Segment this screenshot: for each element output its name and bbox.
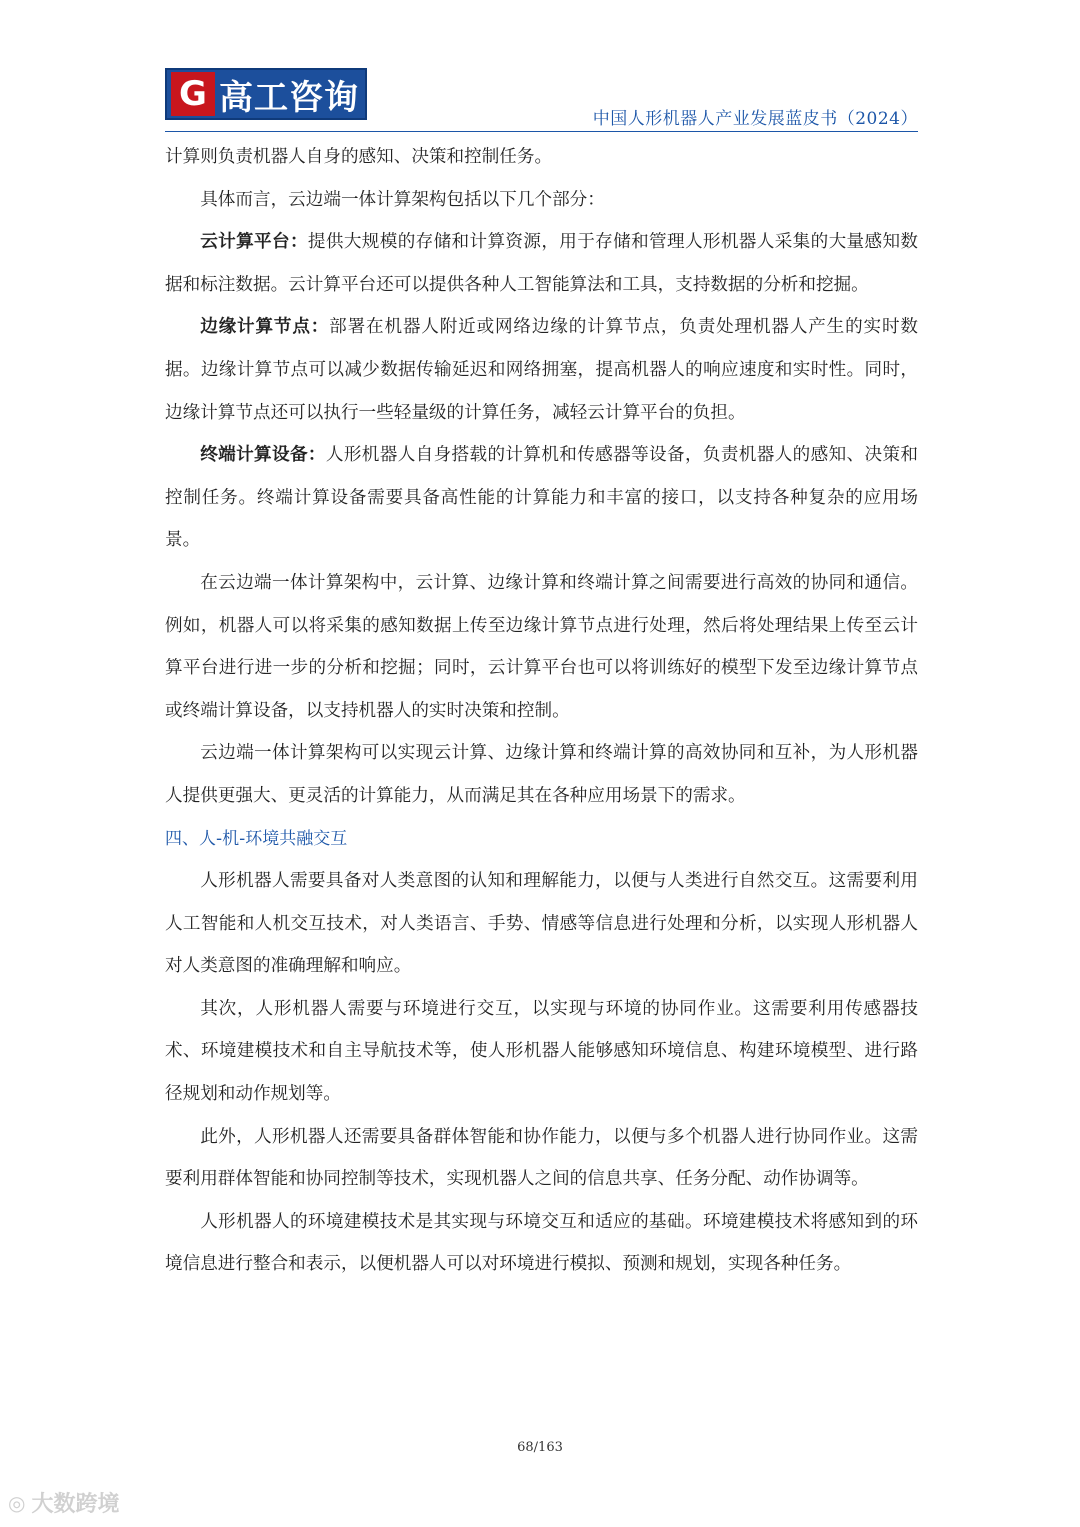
- paragraph: 人形机器人的环境建模技术是其实现与环境交互和适应的基础。环境建模技术将感知到的环境信息进行整合和表示，以便机器人可以对环境进行模拟、预测和规划，实现各种任务。: [165, 1211, 918, 1275]
- paragraph: 计算则负责机器人自身的感知、决策和控制任务。: [165, 147, 553, 167]
- logo-mark: G: [171, 72, 215, 116]
- paragraph: 人形机器人需要具备对人类意图的认知和理解能力，以便与人类进行自然交互。这需要利用人工智能和人机交互技术，对人类语言、手势、情感等信息进行处理和分析，以实现人形机器人对人类意图的准确理解和响应。: [165, 871, 918, 977]
- paragraph: 具体而言，云边端一体计算架构包括以下几个部分：: [200, 189, 605, 210]
- term-description: 人形机器人自身搭载的计算机和传感器等设备，负责机器人的感知、决策和控制任务。终端计算设备需要具备高性能的计算能力和丰富的接口，以支持各种复杂的应用场景。: [165, 445, 918, 551]
- paragraph: 云边端一体计算架构可以实现云计算、边缘计算和终端计算的高效协同和互补，为人形机器人提供更强大、更灵活的计算能力，从而满足其在各种应用场景下的需求。: [165, 743, 918, 806]
- section-heading: 四、人-机-环境共融交互: [165, 828, 348, 849]
- term-label: 边缘计算节点：: [200, 316, 330, 338]
- term-label: 终端计算设备：: [200, 444, 326, 466]
- watermark-text: 大数跨境: [31, 1492, 120, 1517]
- term-description: 部署在机器人附近或网络边缘的计算节点，负责处理机器人产生的实时数据。边缘计算节点可以减少数据传输延迟和网络拥塞，提高机器人的响应速度和实时性。同时，边缘计算节点还可以执行一些轻量级的计算任务，减轻云计算平台的负担。: [165, 317, 918, 423]
- watermark: [8, 1487, 119, 1518]
- logo-text: 高工咨询: [219, 77, 359, 118]
- company-logo: [165, 68, 367, 120]
- paragraph: [165, 221, 918, 306]
- paragraph: [165, 434, 918, 562]
- header-divider: [165, 131, 918, 132]
- page-number: 68/163: [517, 1440, 563, 1455]
- paragraph: [165, 306, 918, 434]
- document-title: 中国人形机器人产业发展蓝皮书（2024）: [592, 109, 918, 129]
- weibo-icon: ◎: [8, 1490, 26, 1515]
- paragraph: 在云边端一体计算架构中，云计算、边缘计算和终端计算之间需要进行高效的协同和通信。例如，机器人可以将采集的感知数据上传至边缘计算节点进行处理，然后将处理结果上传至云计算平台进行进一步的分析和挖掘；同时，云计算平台也可以将训练好的模型下发至边缘计算节点或终端计算设备，以支持机器人的实时决策和控制。: [165, 572, 918, 721]
- paragraph: 此外，人形机器人还需要具备群体智能和协作能力，以便与多个机器人进行协同作业。这需要利用群体智能和协同控制等技术，实现机器人之间的信息共享、任务分配、动作协调等。: [165, 1126, 918, 1190]
- page-body: [165, 136, 918, 1286]
- paragraph: 其次，人形机器人需要与环境进行交互，以实现与环境的协同作业。这需要利用传感器技术、环境建模技术和自主导航技术等，使人形机器人能够感知环境信息、构建环境模型、进行路径规划和动作规划等。: [165, 998, 918, 1105]
- term-label: 云计算平台：: [200, 231, 308, 253]
- term-description: 提供大规模的存储和计算资源，用于存储和管理人形机器人采集的大量感知数据和标注数据。云计算平台还可以提供各种人工智能算法和工具，支持数据的分析和挖掘。: [165, 232, 918, 295]
